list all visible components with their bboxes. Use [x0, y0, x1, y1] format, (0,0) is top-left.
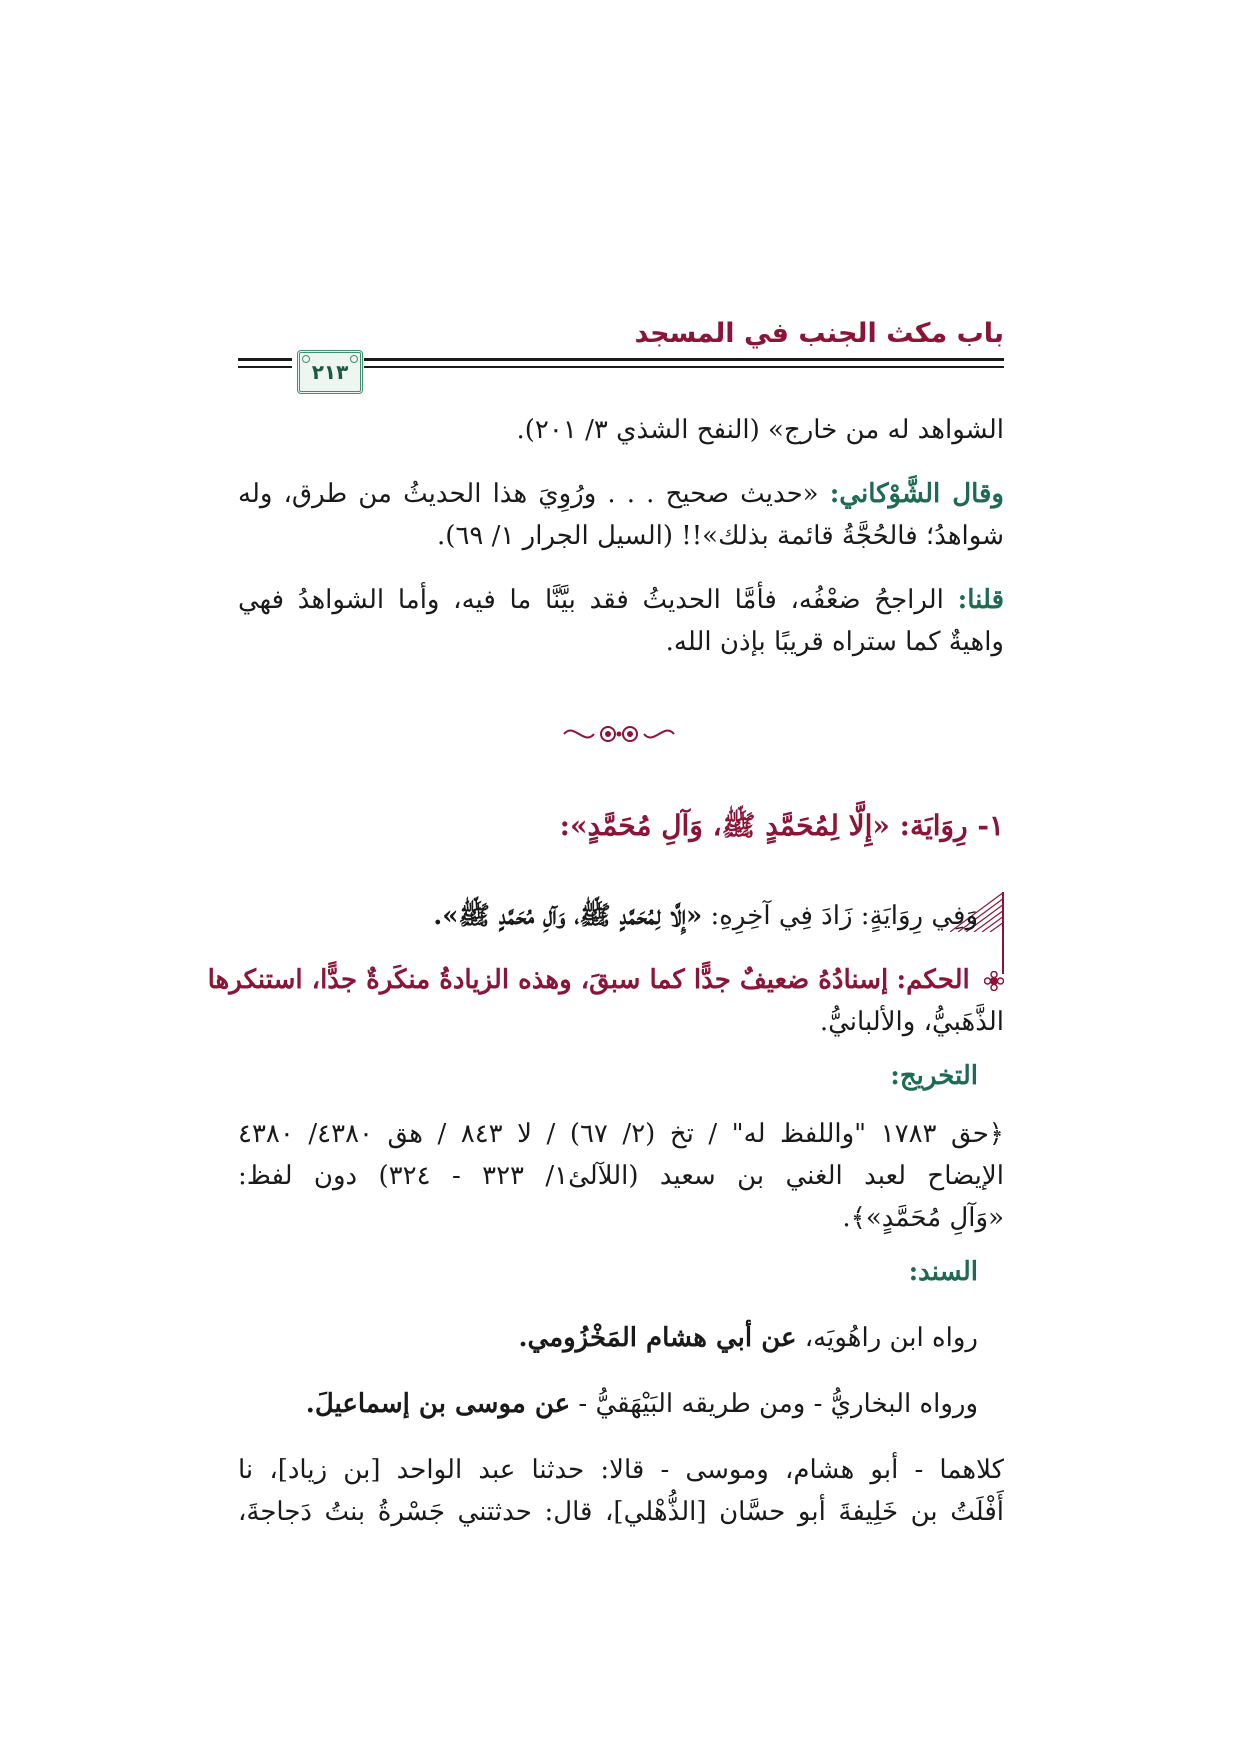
header-rule-left-lower: [238, 366, 292, 368]
hukm-line-1: [207, 962, 1004, 998]
sanad-line-1-bold: عن أبي هشام المَخْزُومي.: [518, 1323, 797, 1353]
sanad-line-1-plain: رواه ابن راهُويَه،: [796, 1323, 978, 1353]
quote-text: «حديث صحيح . . . ورُوِيَ هذا الحديثُ من طرق، وله: [238, 479, 819, 509]
hukm-label: الحكم:: [896, 965, 970, 995]
narration-bold: «إِلَّا لِمُحَمَّدٍ ﷺ، وَآلِ مُحَمَّدٍ ﷺ».: [433, 901, 703, 931]
flower-bullet-icon: [984, 971, 1004, 991]
takhrij-line-2: الإيضاح لعبد الغني بن سعيد (اللآلئ١/ ٣٢٣ - ٣٢٤) دون لفظ:: [238, 1161, 1004, 1191]
page-number: ٢١٣: [311, 360, 349, 384]
speaker-shawkani: وقال الشَّوْكاني:: [829, 479, 1004, 509]
header-rule-left: [238, 358, 292, 361]
sanad-line-2-bold: عن موسى بن إسماعيلَ.: [305, 1389, 571, 1419]
paragraph-3-line-1: [238, 582, 1004, 618]
section-heading: ١- رِوَايَة: «إِلَّا لِمُحَمَّدٍ ﷺ، وَآلِ مُحَمَّدٍ»:: [559, 809, 1004, 842]
hukm-text: إسنادُهُ ضعيفٌ جدًّا كما سبقَ، وهذه الزيادةُ منكَرةٌ جدًّا، استنكرها: [207, 965, 889, 995]
paragraph-3-line-2: واهيةٌ كما ستراه قريبًا بإذن الله.: [665, 627, 1004, 657]
sanad-line-1: [518, 1320, 978, 1356]
ornament-divider-icon: [560, 716, 678, 752]
running-head: باب مكث الجنب في المسجد: [634, 318, 1004, 349]
hukm-line-2: الذَّهَبيُّ، والألبانيُّ.: [819, 1007, 1004, 1037]
page-number-badge: [297, 350, 363, 394]
takhrij-label: التخريج:: [890, 1061, 978, 1091]
paragraph-1: الشواهد له من خارج» (النفح الشذي ٣/ ٢٠١).: [516, 415, 1004, 445]
sanad-line-4: أَفْلَتُ بن خَلِيفةَ أبو حسَّان [الذُّهْلي]، قال: حدثتني جَسْرةُ بنتُ دَجاجةَ،: [238, 1497, 1004, 1527]
sanad-line-2-plain: ورواه البخاريُّ - ومن طريقه البَيْهَقيُّ -: [570, 1389, 978, 1419]
sanad-line-3: كلاهما - أبو هشام، وموسى - قالا: حدثنا عبد الواحد [بن زياد]، نا: [238, 1455, 1004, 1485]
sanad-line-2: [306, 1386, 978, 1422]
takhrij-line-1: ﴿حق ١٧٨٣ "واللفظ له" / تخ (٢/ ٦٧) / لا ٨٤٣ / هق ٤٣٨٠/ ٤٣٨٠: [238, 1119, 1005, 1149]
takhrij-line-3: «وَآلِ مُحَمَّدٍ»﴾.: [842, 1203, 1004, 1233]
paragraph-2-line-2: شواهدُ؛ فالحُجَّةُ قائمة بذلك»!! (السيل الجرار ١/ ٦٩).: [437, 521, 1004, 551]
comment-text: الراجحُ ضعْفُه، فأمَّا الحديثُ فقد بيَّنَّا ما فيه، وأما الشواهدُ فهي: [238, 585, 944, 615]
sanad-label: السند:: [908, 1257, 978, 1287]
header-rule-right-lower: [364, 366, 1004, 368]
narration-line: [433, 898, 978, 934]
speaker-qulna: قلنا:: [957, 585, 1005, 615]
header-rule-right: [364, 358, 1004, 361]
narration-plain: وَفِي رِوَايَةٍ: زَادَ فِي آخِرِهِ:: [702, 901, 978, 931]
paragraph-2-line-1: [238, 476, 1004, 512]
